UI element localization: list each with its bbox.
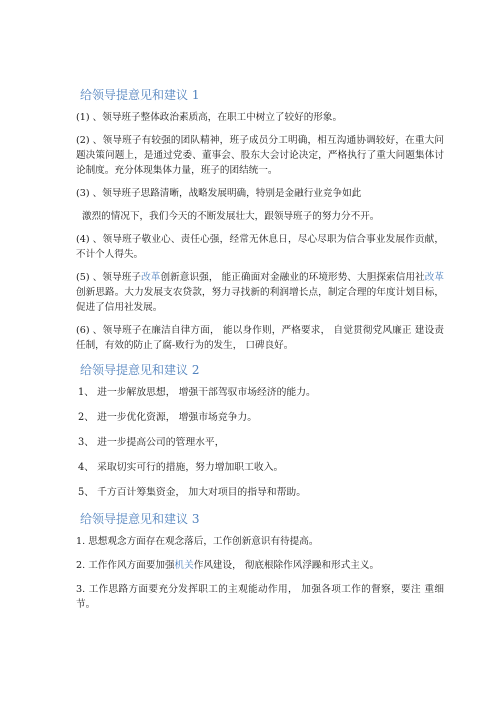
- s2-item-5: 5、 千方百计筹集资金， 加大对项目的指导和帮助。: [78, 487, 306, 498]
- s1-item-3: (3) 、领导班子思路清晰，战略发展明确，特别是金融行业竞争如此: [76, 188, 362, 199]
- s1-item-5-a: (5) 、领导班子: [76, 272, 142, 283]
- s2-item-3: 3、 进一步提高公司的管理水平，: [78, 437, 225, 448]
- s1-item-5-e: 创新思路。大力发展支农贷款，努力寻找新的利润增长点，制定合理的年度计划目标， 促进了信用社发展。: [76, 287, 444, 313]
- section-2-heading: 给领导提意见和建议 2: [80, 363, 200, 377]
- section-1-heading: 给领导提意见和建议 1: [80, 88, 200, 102]
- document-content: [72, 86, 444, 621]
- s1-item-5-link-2[interactable]: 改革: [424, 272, 445, 283]
- s3-item-2-link[interactable]: 机关: [174, 560, 194, 571]
- s2-item-4: 4、 采取切实可行的措施，努力增加职工收入。: [78, 462, 284, 473]
- s3-item-2: [76, 558, 444, 573]
- s1-item-1: (1) 、领导班子整体政治素质高，在职工中树立了较好的形象。: [76, 112, 343, 123]
- s1-item-2: (2) 、领导班子有较强的团队精神，班子成员分工明确，相互沟通协调较好，在重大问题决策问题上，是通过党委、董事会、股东大会讨论决定，严格执行了重大问题集体讨论制度。充分体现集体力量，班子的团结统一。: [76, 135, 444, 176]
- s3-item-1: 1. 思想观念方面存在观念落后，工作创新意识有待提高。: [76, 536, 319, 547]
- s1-item-3-cont: 激烈的情况下，我们今天的不断发展壮大，跟领导班子的努力分不开。: [82, 211, 380, 222]
- section-3-heading: 给领导提意见和建议 3: [80, 512, 200, 526]
- s1-item-6: (6) 、领导班子在廉洁自律方面， 能以身作则，严格要求， 自觉贯彻党风廉正 建设责任制，有效的防止了腐-败行为的发生， 口碑良好。: [76, 325, 444, 351]
- s3-item-2-a: 2. 工作作风方面要加强: [76, 560, 175, 571]
- s2-item-2: 2、 进一步优化资源， 增强市场竞争力。: [78, 412, 258, 423]
- s1-item-5-link-1[interactable]: 改革: [141, 272, 161, 283]
- s3-item-2-c: 作风建设， 彻底根除作风浮躁和形式主义。: [193, 560, 380, 571]
- s2-item-1: 1、 进一步解放思想， 增强干部驾驭市场经济的能力。: [78, 387, 316, 398]
- s1-item-5: [76, 270, 444, 315]
- s3-item-3: 3. 工作思路方面要充分发挥职工的主观能动作用， 加强各项工作的督察，要注 重细节。: [76, 584, 444, 610]
- s1-item-5-c: 创新意识强， 能正确面对金融业的环境形势、大胆探索信用社: [160, 272, 425, 283]
- s1-item-4: (4) 、领导班子敬业心、责任心强，经常无休息日，尽心尽职为信合事业发展作贡献，不计个人得失。: [76, 234, 444, 260]
